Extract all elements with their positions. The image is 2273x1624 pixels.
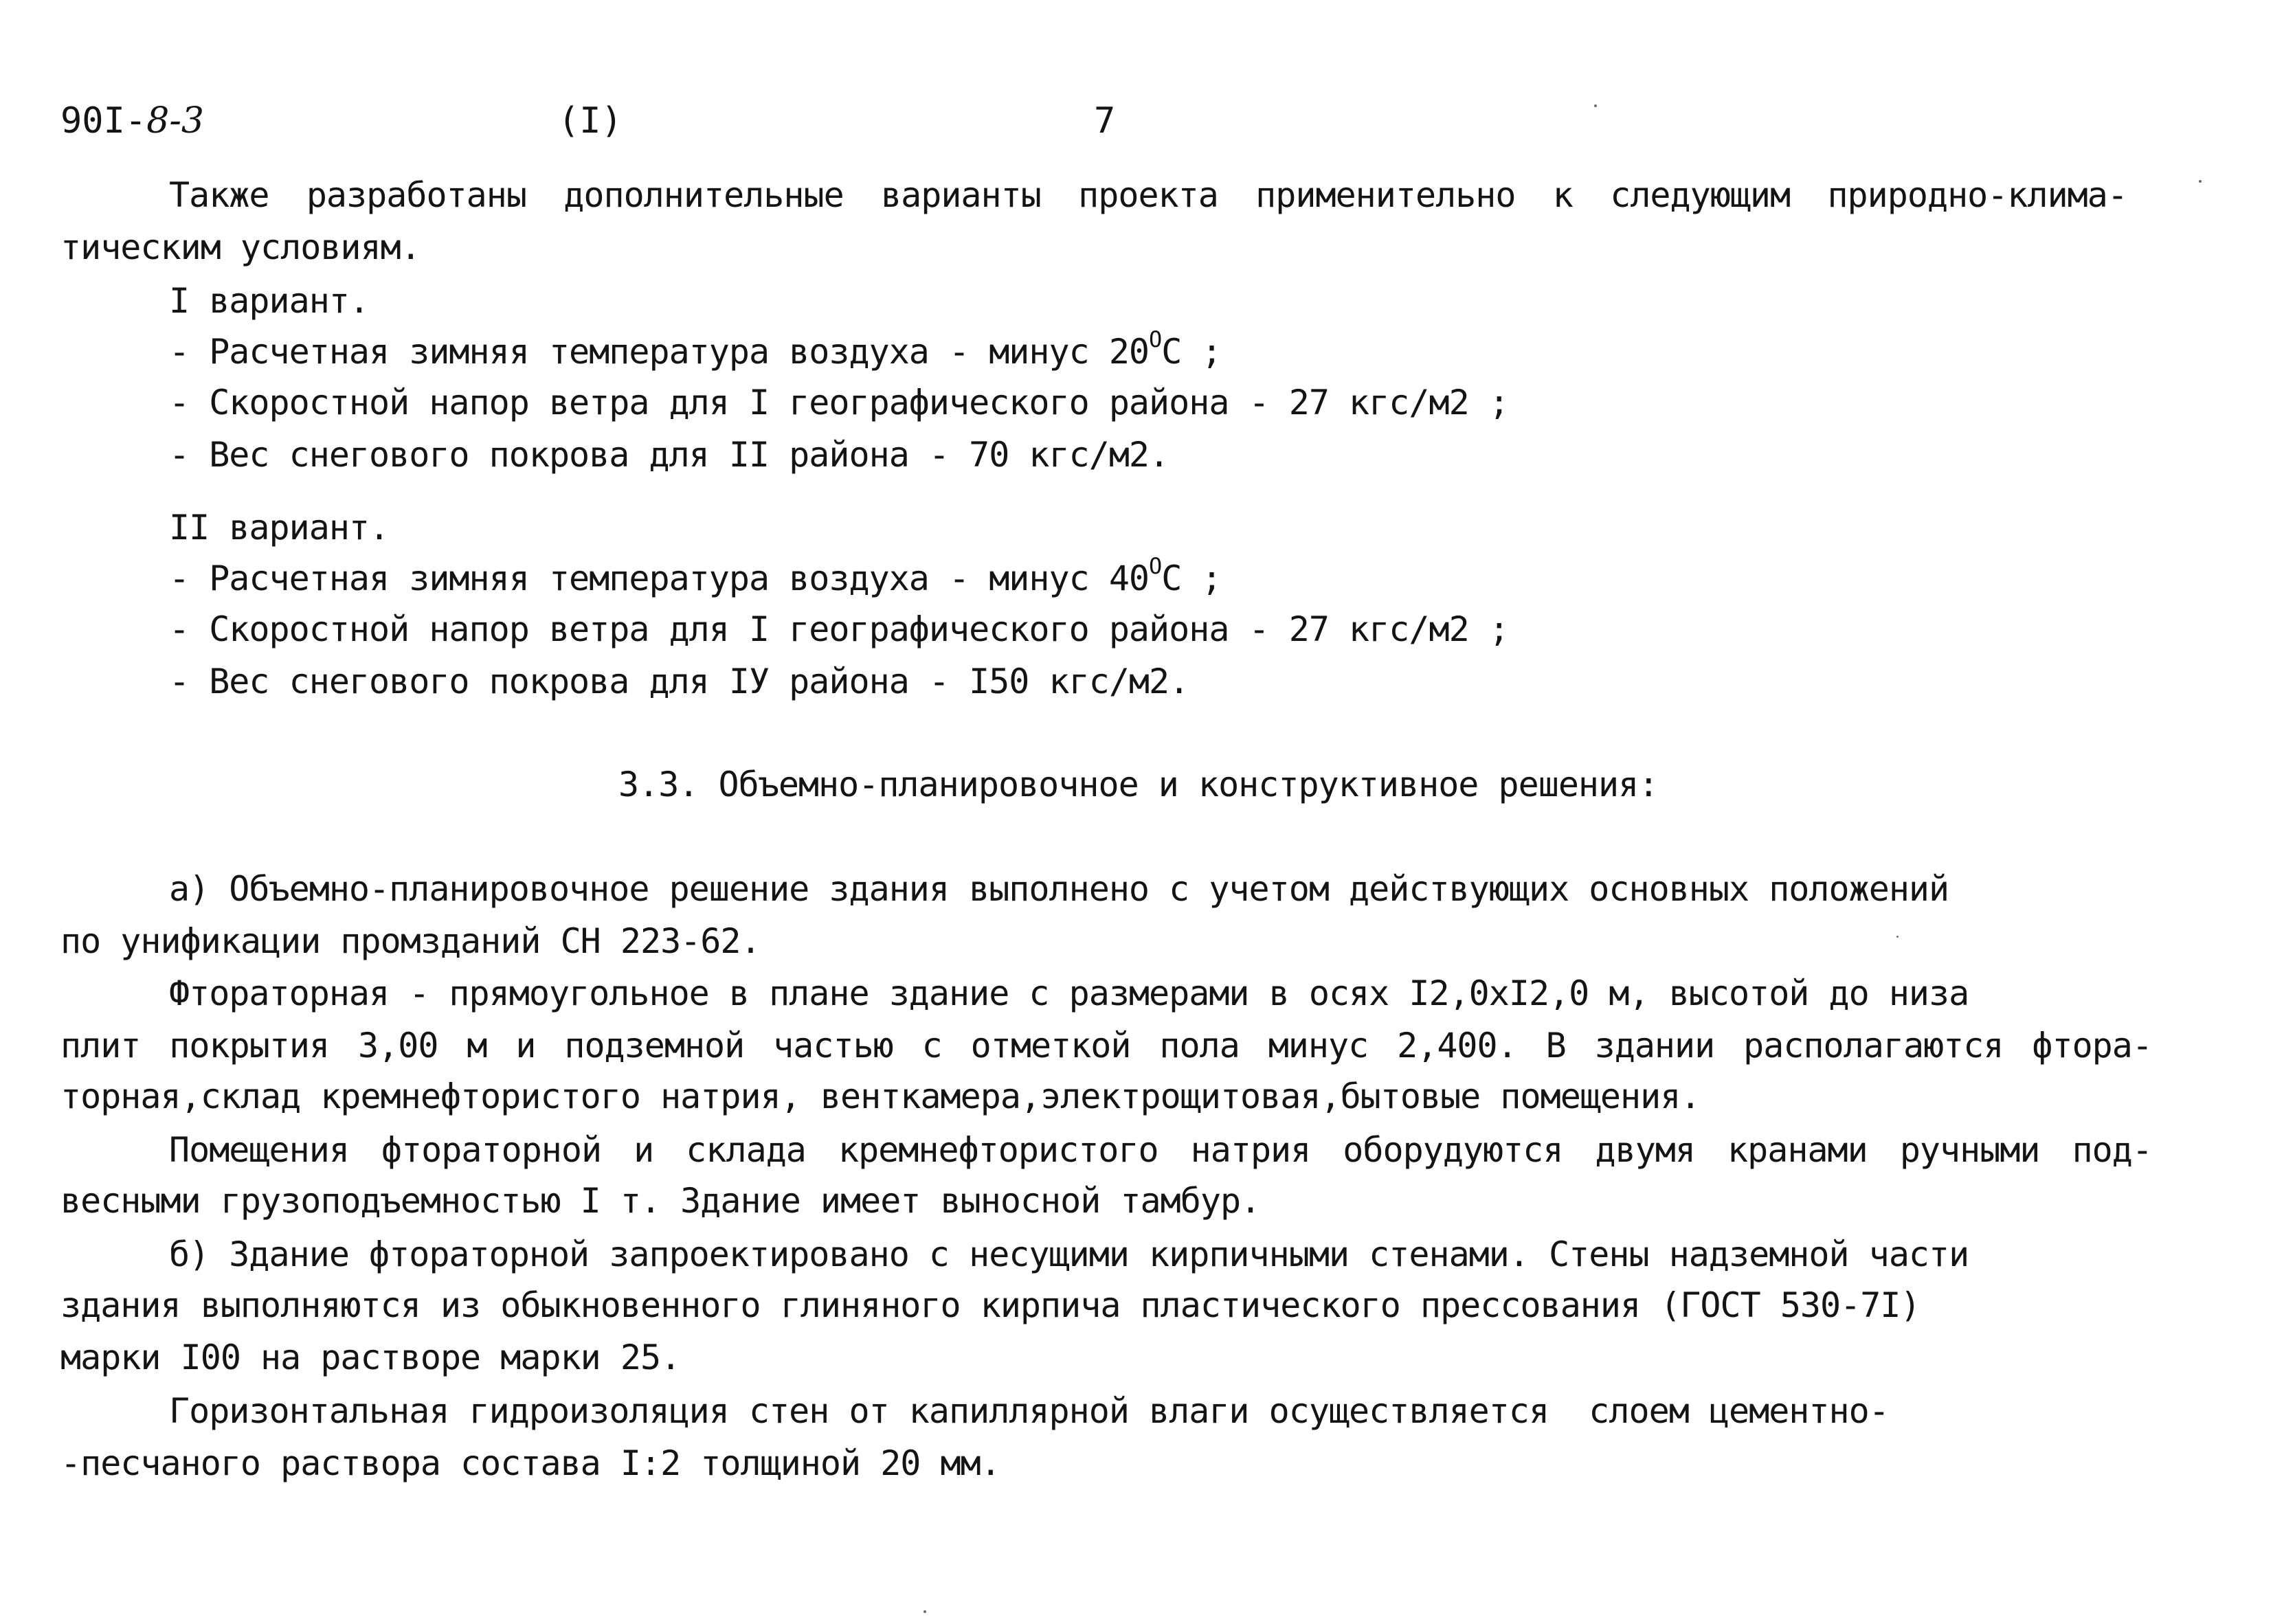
page-number: 7: [1094, 100, 1116, 142]
variant-1-wind: - Скоростной напор ветра для I географического района - 27 кгс/м2 ;: [169, 383, 1509, 422]
paragraph-a-line-1: а) Объемно-планировочное решение здания выполнено с учетом действующих основных положений: [169, 869, 1949, 909]
variant-1-temperature-unit: С ;: [1161, 332, 1222, 372]
variant-2-temperature-unit: С ;: [1161, 559, 1222, 598]
document-number-printed: 90I-: [60, 100, 147, 142]
variant-2-temperature-text: - Расчетная зимняя температура воздуха - минус 40: [169, 559, 1150, 598]
variant-2-title: II вариант.: [169, 508, 390, 548]
paragraph-a-line-2: по унификации промзданий СН 223-62.: [60, 921, 761, 961]
paragraph-waterproofing-line-1: Горизонтальная гидроизоляция стен от капиллярной влаги осуществляется слоем цементно-: [169, 1391, 1889, 1431]
variant-1-snow: - Вес снегового покрова для II района - 70 кгс/м2.: [169, 435, 1169, 475]
section-heading: 3.3. Объемно-планировочное и конструктивное решения:: [618, 765, 1659, 804]
variant-1-degree: О: [1149, 326, 1162, 353]
paragraph-b-line-2: здания выполняются из обыкновенного глиняного кирпича пластического прессования (ГОСТ 530-7I): [60, 1285, 1921, 1325]
paragraph-fluorator-line-3: торная,склад кремнефтористого натрия, венткамера,электрощитовая,бытовые помещения.: [60, 1076, 1701, 1116]
document-number-handwritten: 8-3: [146, 100, 204, 142]
variant-2-degree: О: [1149, 553, 1162, 580]
paragraph-waterproofing-line-2: -песчаного раствора состава I:2 толщиной 20 мм.: [60, 1443, 1000, 1483]
scan-speck: [1896, 936, 1899, 938]
scan-speck: [1594, 104, 1597, 107]
paragraph-b-line-1: б) Здание фтораторной запроектировано с несущими кирпичными стенами. Стены надземной части: [169, 1234, 1969, 1274]
document-number: [60, 100, 204, 142]
intro-line-2: тическим условиям.: [60, 227, 421, 267]
paragraph-fluorator-line-1: Фтораторная - прямоугольное в плане здание с размерами в осях I2,0xI2,0 м, высотой до низа: [169, 973, 1969, 1013]
variant-2-temperature: [169, 553, 1222, 599]
variant-1-title: I вариант.: [169, 281, 370, 321]
paragraph-b-line-3: марки I00 на растворе марки 25.: [60, 1338, 681, 1377]
scan-speck: [923, 1610, 926, 1613]
variant-1-temperature: [169, 326, 1222, 372]
intro-line-1: Также разработаны дополнительные варианты проекта применительно к следующим природно-клима-: [169, 175, 2127, 215]
variant-1-temperature-text: - Расчетная зимняя температура воздуха - минус 20: [169, 332, 1150, 372]
document-part: (I): [558, 100, 623, 142]
variant-2-wind: - Скоростной напор ветра для I географического района - 27 кгс/м2 ;: [169, 609, 1509, 649]
scan-speck: [2199, 180, 2202, 183]
paragraph-premises-line-2: весными грузоподъемностью I т. Здание имеет выносной тамбур.: [60, 1181, 1261, 1221]
paragraph-fluorator-line-2: плит покрытия 3,00 м и подземной частью с отметкой пола минус 2,400. В здании располагаются фтора-: [60, 1026, 2152, 1065]
variant-2-snow: - Вес снегового покрова для IУ района - I50 кгс/м2.: [169, 662, 1189, 701]
paragraph-premises-line-1: Помещения фтораторной и склада кремнефтористого натрия оборудуются двумя кранами ручными под-: [169, 1130, 2152, 1170]
